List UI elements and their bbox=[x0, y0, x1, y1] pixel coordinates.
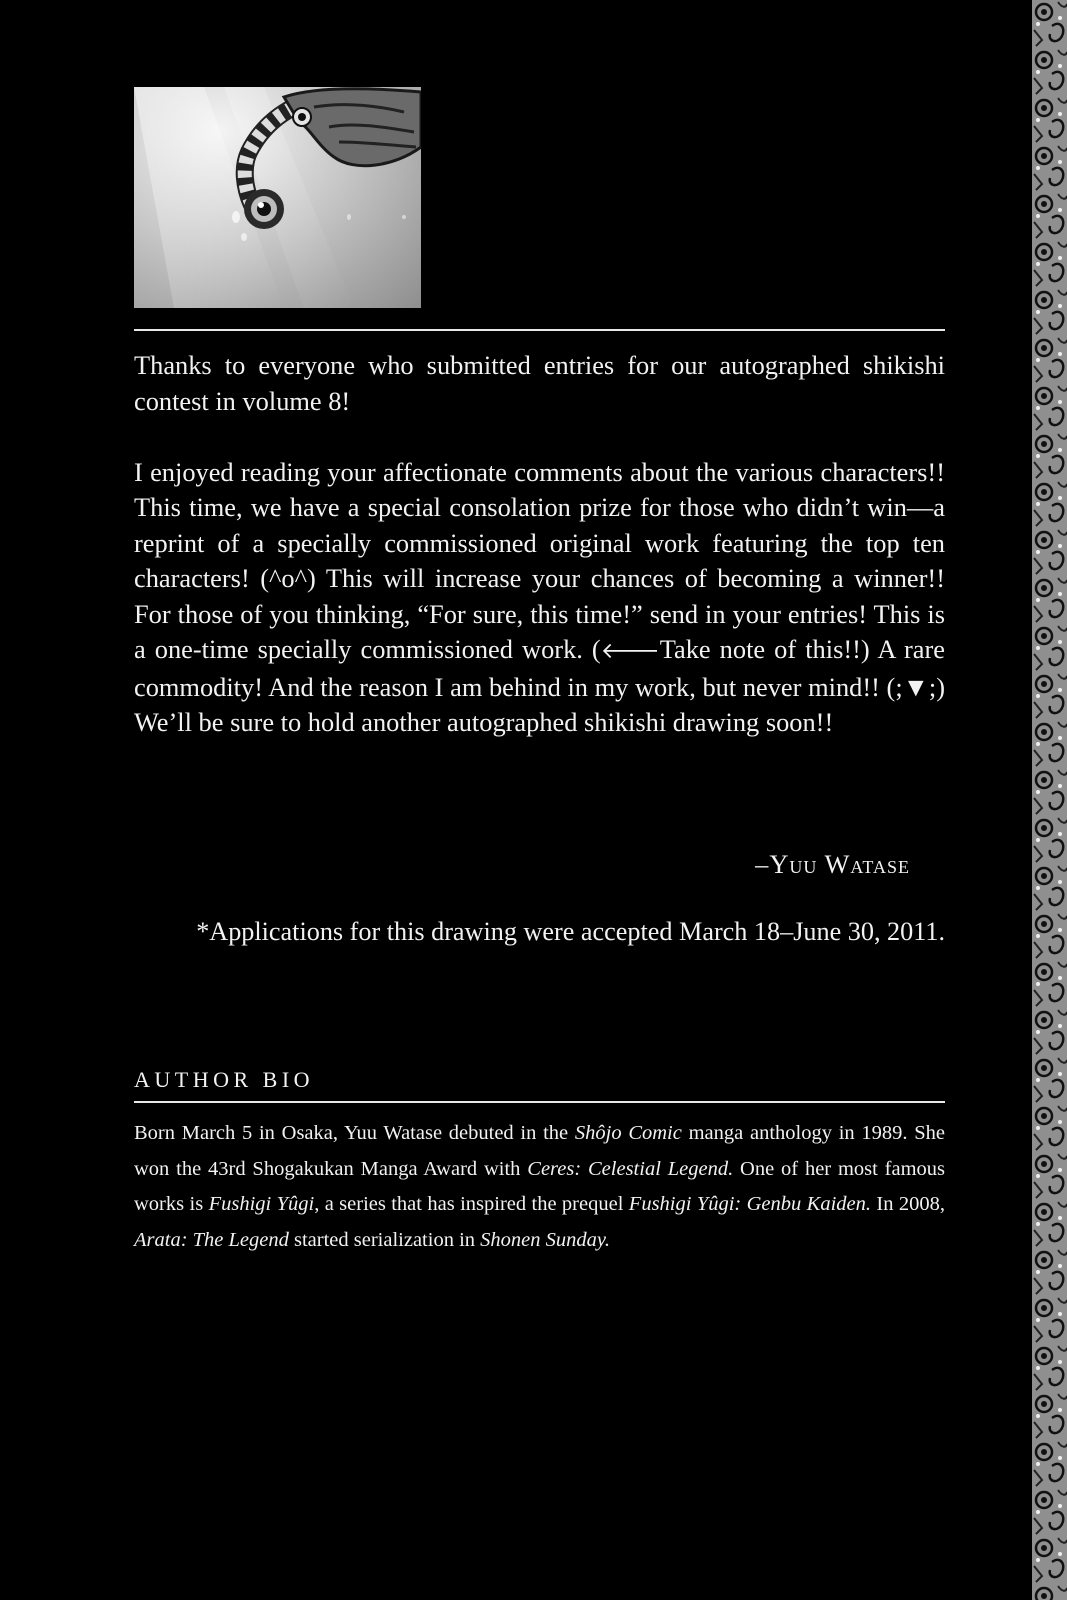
bio-title-genbu-kaiden: Fushigi Yûgi: Genbu Kaiden. bbox=[628, 1193, 872, 1215]
bio-divider bbox=[134, 1101, 945, 1103]
bio-text-3: One of her most famous works is bbox=[134, 1157, 946, 1215]
author-message bbox=[134, 348, 945, 741]
message-paragraph-2-end: Take note of this!!) A rare commodity! And the reason I am behind in my work, but never mind!! (;▼;) We’ll be sure to hold another autographed shikishi drawing soon!! bbox=[134, 634, 945, 737]
creature-illustration bbox=[134, 87, 421, 308]
bio-text-5: In 2008, bbox=[871, 1193, 945, 1215]
bio-title-shojo-comic: Shôjo Comic bbox=[574, 1122, 682, 1144]
bio-text-1: Born March 5 in Osaka, Yuu Watase debuted in the bbox=[134, 1122, 575, 1144]
message-paragraph-1: Thanks to everyone who submitted entries for our autographed shikishi contest in volume 8! bbox=[134, 350, 945, 416]
signature-dash: – bbox=[755, 849, 770, 879]
floral-pattern-icon bbox=[1032, 0, 1067, 1600]
bio-text-2: manga anthology in 1989. She won the 43rd Shogakukan Manga Award with bbox=[134, 1122, 945, 1180]
signature bbox=[755, 849, 910, 880]
message-paragraph-2 bbox=[134, 455, 945, 741]
bio-title-fushigi-yugi: Fushigi Yûgi bbox=[208, 1193, 315, 1215]
author-bio-text bbox=[134, 1116, 945, 1258]
message-paragraph-2-start: I enjoyed reading your affectionate comments about the various characters!! This time, we have a special consolation prize for those who didn’t win—a reprint of a specially commissioned original work featuring the top ten characters! (^o^) This will increase your chances of becoming a winner!! For those of you thinking, “For sure, this time!” send in your entries! This is a one-time specially commissioned work. ( bbox=[134, 456, 945, 664]
bio-title-shonen-sunday: Shonen Sunday. bbox=[480, 1228, 610, 1251]
decorative-border-pattern bbox=[1032, 0, 1067, 1600]
top-divider bbox=[134, 329, 945, 331]
left-arrow-icon: 🡐 bbox=[600, 639, 660, 664]
bio-title-arata: Arata: The Legend bbox=[134, 1228, 289, 1251]
bio-text-4: , a series that has inspired the prequel bbox=[314, 1193, 629, 1215]
signature-name: Yuu Watase bbox=[769, 849, 910, 879]
author-bio-heading: AUTHOR BIO bbox=[134, 1067, 315, 1092]
applications-note: *Applications for this drawing were accepted March 18–June 30, 2011. bbox=[196, 917, 945, 946]
creature-drawing bbox=[134, 87, 421, 308]
bio-text-6: started serialization in bbox=[288, 1228, 481, 1251]
bio-title-ceres: Ceres: Celestial Legend. bbox=[527, 1157, 734, 1180]
